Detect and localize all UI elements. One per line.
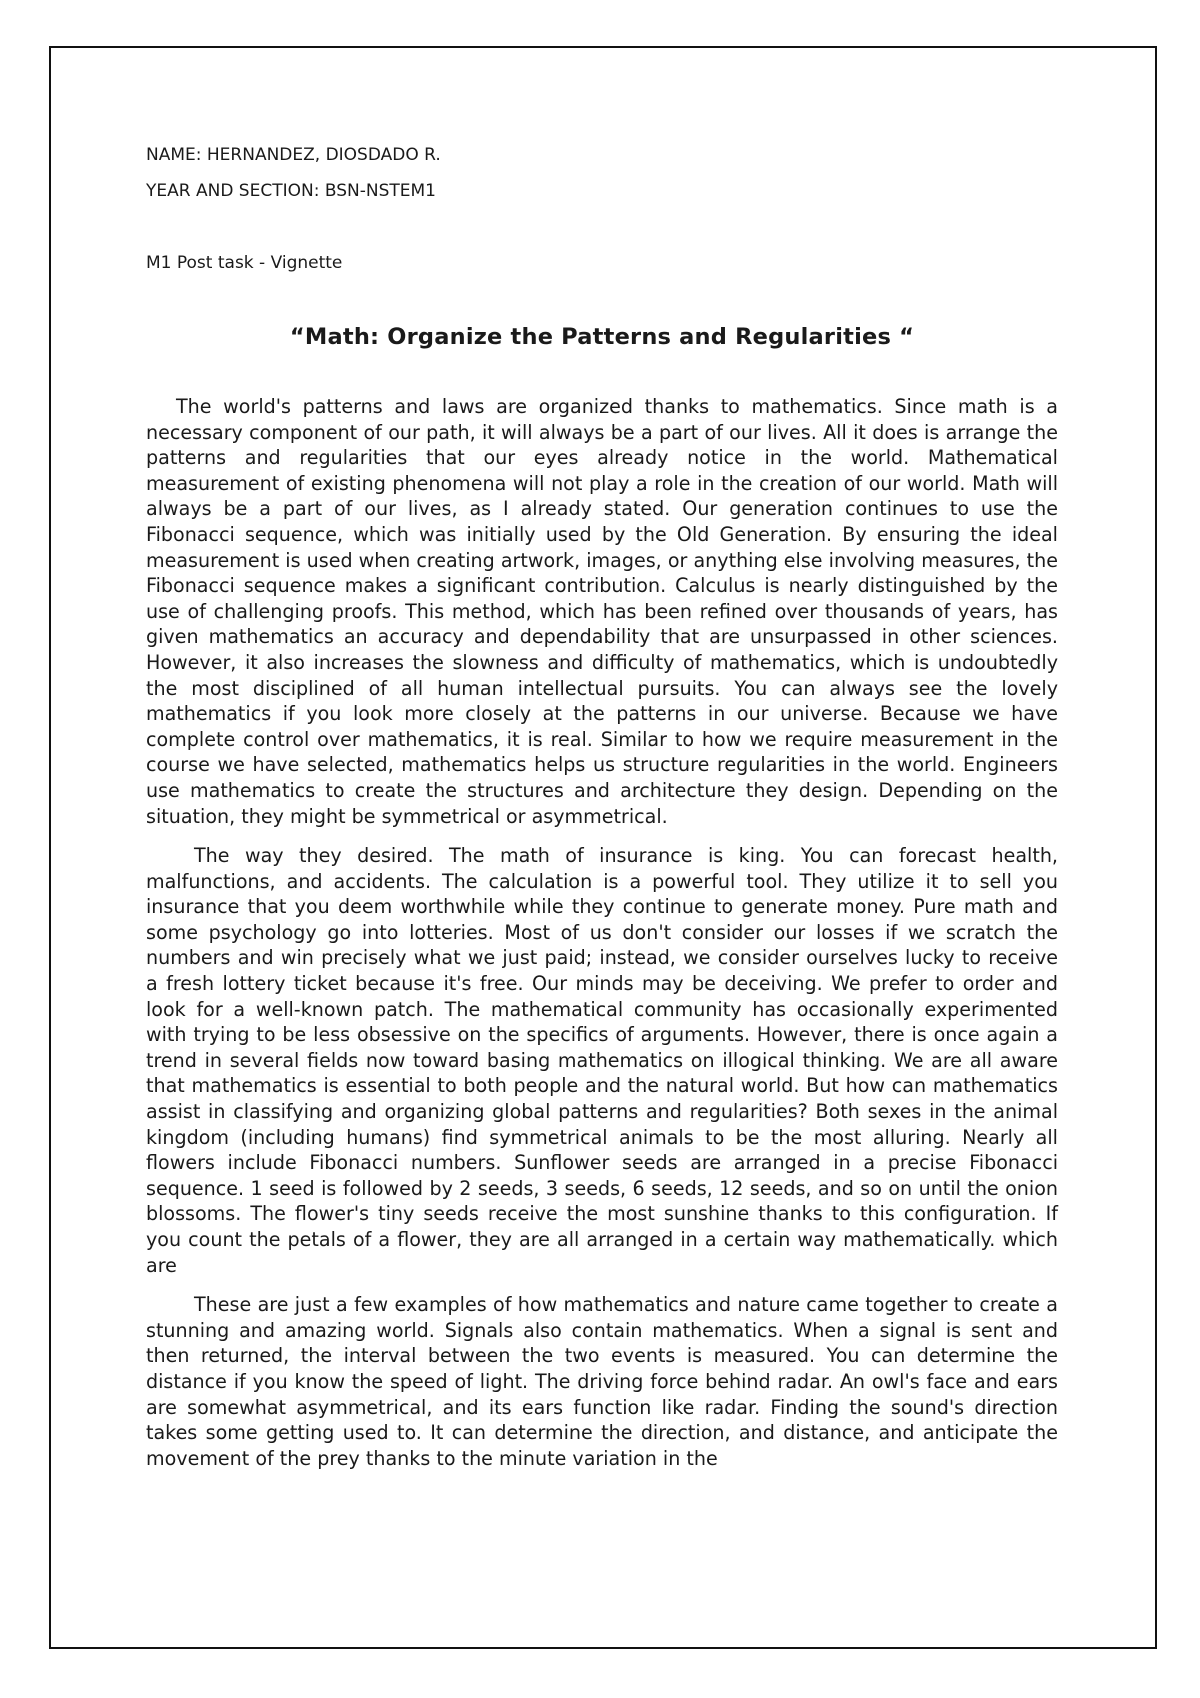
paragraph-1: The world's patterns and laws are organized thanks to mathematics. Since math is a necessary component of our path, it will always be a part of our lives. All it does is arrange the patterns and regularities that our eyes already notice in the world. Mathematical measurement of existing phenomena will not play a role in the creation of our world. Math will always be a part of our lives, as I already stated. Our generation continues to use the Fibonacci sequence, which was initially used by the Old Generation. By ensuring the ideal measurement is used when creating artwork, images, or anything else involving measures, the Fibonacci sequence makes a significant contribution. Calculus is nearly distinguished by the use of challenging proofs. This method, which has been refined over thousands of years, has given mathematics an accuracy and dependability that are unsurpassed in other sciences. However, it also increases the slowness and difficulty of mathematics, which is undoubtedly the most disciplined of all human intellectual pursuits. You can always see the lovely mathematics if you look more closely at the patterns in our universe. Because we have complete control over mathematics, it is real. Similar to how we require measurement in the course we have selected, mathematics helps us structure regularities in the world. Engineers use mathematics to create the structures and architecture they design. Depending on the situation, they might be symmetrical or asymmetrical. xyxy=(146,395,1058,828)
student-name: NAME: HERNANDEZ, DIOSDADO R. xyxy=(146,145,441,165)
document-body xyxy=(146,143,1058,1471)
year-and-section: YEAR AND SECTION: BSN-NSTEM1 xyxy=(146,181,436,201)
task-label: M1 Post task - Vignette xyxy=(146,253,343,273)
paragraph-2: The way they desired. The math of insurance is king. You can forecast health, malfunctions, and accidents. The calculation is a powerful tool. They utilize it to sell you insurance that you deem worthwhile while they continue to generate money. Pure math and some psychology go into lotteries. Most of us don't consider our losses if we scratch the numbers and win precisely what we just paid; instead, we consider ourselves lucky to receive a fresh lottery ticket because it's free. Our minds may be deceiving. We prefer to order and look for a well-known patch. The mathematical community has occasionally experimented with trying to be less obsessive on the specifics of arguments. However, there is once again a trend in several fields now toward basing mathematics on illogical thinking. We are all aware that mathematics is essential to both people and the natural world. But how can mathematics assist in classifying and organizing global patterns and regularities? Both sexes in the animal kingdom (including humans) find symmetrical animals to be the most alluring. Nearly all flowers include Fibonacci numbers. Sunflower seeds are arranged in a precise Fibonacci sequence. 1 seed is followed by 2 seeds, 3 seeds, 6 seeds, 12 seeds, and so on until the onion blossoms. The flower's tiny seeds receive the most sunshine thanks to this configuration. If you count the petals of a flower, they are all arranged in a certain way mathematically. which are xyxy=(146,844,1058,1277)
document-title: “Math: Organize the Patterns and Regularities “ xyxy=(289,324,915,350)
paragraph-3: These are just a few examples of how mathematics and nature came together to create a stunning and amazing world. Signals also contain mathematics. When a signal is sent and then returned, the interval between the two events is measured. You can determine the distance if you know the speed of light. The driving force behind radar. An owl's face and ears are somewhat asymmetrical, and its ears function like radar. Finding the sound's direction takes some getting used to. It can determine the direction, and distance, and anticipate the movement of the prey thanks to the minute variation in the xyxy=(146,1293,1058,1470)
